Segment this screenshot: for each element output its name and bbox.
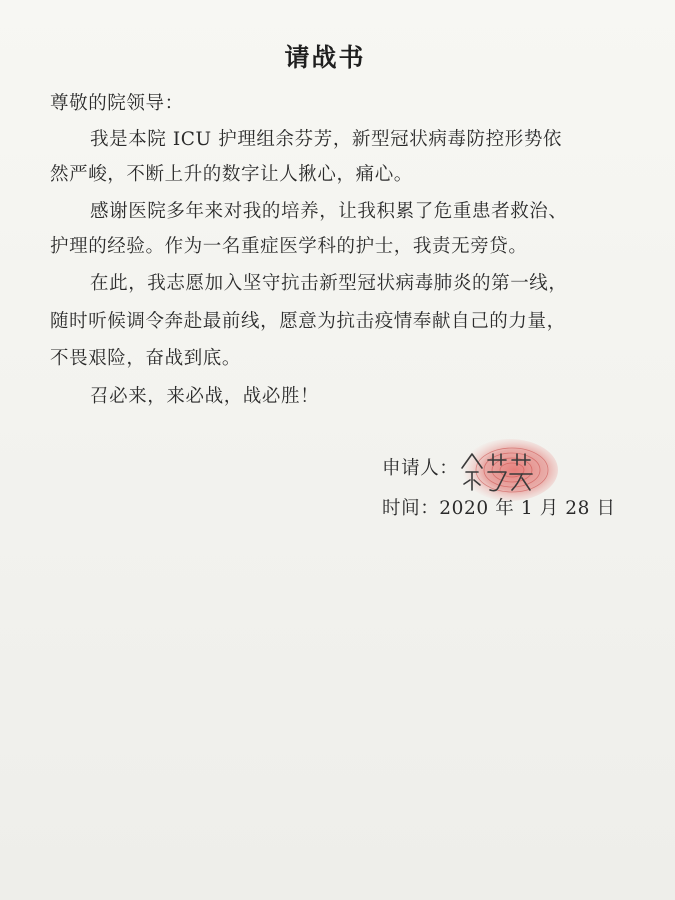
paragraph-1-line-2: 然严峻，不断上升的数字让人揪心，痛心。 [50, 164, 413, 185]
applicant-label: 申请人： [382, 458, 459, 479]
document-title: 请战书 [284, 43, 366, 72]
signature-seal [448, 438, 560, 504]
paragraph-2-line-1: 感谢医院多年来对我的培养，让我积累了危重患者救治、 [90, 201, 568, 222]
paragraph-1-line-1: 我是本院 ICU 护理组余芬芳，新型冠状病毒防控形势依 [90, 129, 563, 150]
paragraph-3-line-2: 随时听候调令奔赴最前线，愿意为抗击疫情奉献自己的力量， [50, 311, 566, 332]
paragraph-2-line-2: 护理的经验。作为一名重症医学科的护士，我责无旁贷。 [50, 236, 528, 257]
salutation: 尊敬的院领导： [50, 93, 184, 114]
paragraph-3-line-1: 在此，我志愿加入坚守抗击新型冠状病毒肺炎的第一线， [90, 273, 568, 294]
paragraph-3-line-3: 不畏艰险，奋战到底。 [50, 348, 242, 369]
closing-slogan: 召必来，来必战，战必胜！ [90, 386, 320, 407]
date-line: 时间：2020 年 1 月 28 日 [382, 498, 616, 519]
